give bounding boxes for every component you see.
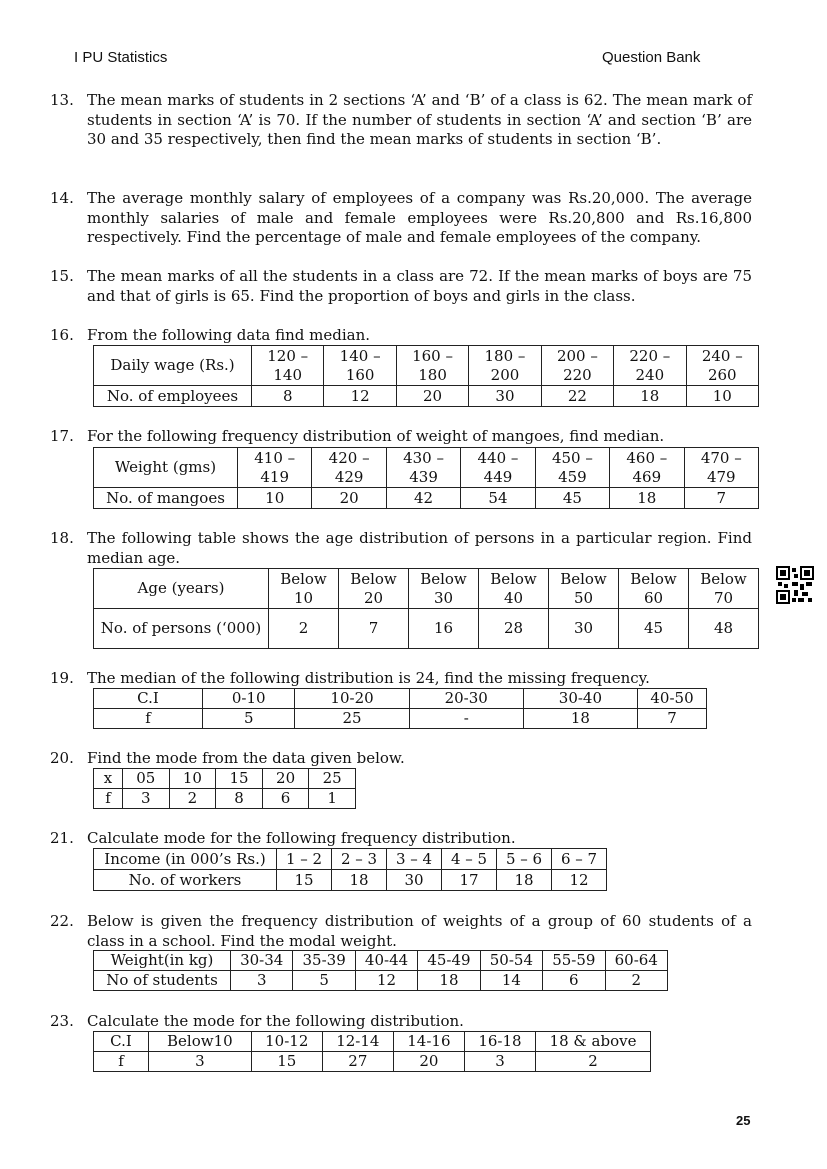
question-text: Find the mode from the data given below. <box>87 749 405 767</box>
table-cell: 140 – 160 <box>324 346 396 386</box>
table-cell: No. of workers <box>94 870 277 891</box>
table-cell: 20 <box>312 488 386 509</box>
question-number: 14. <box>50 189 74 207</box>
question-13 <box>50 91 752 150</box>
table-cell: x <box>94 769 123 789</box>
table-x-f <box>93 768 356 809</box>
table-cell: No. of mangoes <box>94 488 238 509</box>
table-cell: 30 <box>387 870 442 891</box>
question-text: The following table shows the age distribution of persons in a particular region. Find median age. <box>87 529 752 567</box>
question-text: The median of the following distribution is 24, find the missing frequency. <box>87 669 650 687</box>
table-cell: 18 <box>497 870 552 891</box>
question-15 <box>50 267 752 306</box>
table-cell: 6 <box>262 789 309 809</box>
table-ci-mode <box>93 1031 651 1072</box>
table-cell: 25 <box>309 769 356 789</box>
question-text: The mean marks of students in 2 sections ‘A’ and ‘B’ of a class is 62. The mean mark of students in section ‘A’ is 70. If the number of students in section ‘A’ and section ‘B’ are 30 and 35 respectively, then find the mean marks of students in section ‘B’. <box>87 91 752 149</box>
question-text: The average monthly salary of employees of a company was Rs.20,000. The average monthly salaries of male and female employees were Rs.20,800 and Rs.16,800 respectively. Find the percentage of male and female employees of the company. <box>87 189 752 247</box>
table-cell: 17 <box>442 870 497 891</box>
question-text: Calculate mode for the following frequency distribution. <box>87 829 516 847</box>
table-cell: 410 – 419 <box>238 448 312 488</box>
table-cell: 2 <box>269 609 339 649</box>
table-cell: 440 – 449 <box>461 448 535 488</box>
table-cell: No of students <box>94 971 231 991</box>
table-cell: 2 <box>536 1052 651 1072</box>
table-cell: 3 <box>464 1052 535 1072</box>
table-cell: 7 <box>684 488 758 509</box>
table-cell: 20 <box>396 386 468 407</box>
table-cell: 7 <box>339 609 409 649</box>
table-cell: - <box>409 709 523 729</box>
table-income-workers <box>93 848 607 891</box>
table-cell: 30-40 <box>523 689 637 709</box>
table-cell: 54 <box>461 488 535 509</box>
table-weight-mangoes <box>93 447 759 509</box>
table-cell: 2 <box>605 971 667 991</box>
table-age-distribution <box>93 568 759 649</box>
table-cell: Weight (gms) <box>94 448 238 488</box>
table-cell: 30-34 <box>231 951 293 971</box>
table-cell: 10 <box>169 769 216 789</box>
table-cell: 0-10 <box>203 689 295 709</box>
question-22 <box>50 912 752 951</box>
table-cell: 28 <box>479 609 549 649</box>
table-cell: 240 – 260 <box>686 346 758 386</box>
table-cell: 12 <box>552 870 607 891</box>
table-cell: 50-54 <box>480 951 542 971</box>
table-cell: Below 50 <box>549 569 619 609</box>
question-number: 16. <box>50 326 74 344</box>
table-cell: C.I <box>94 689 203 709</box>
table-cell: 14-16 <box>393 1032 464 1052</box>
table-cell: 10 <box>238 488 312 509</box>
question-16 <box>50 326 752 346</box>
table-cell: 200 – 220 <box>541 346 613 386</box>
question-text: Below is given the frequency distribution of weights of a group of 60 students of a class in a school. Find the modal weight. <box>87 912 752 950</box>
table-cell: 470 – 479 <box>684 448 758 488</box>
table-cell: 10-12 <box>251 1032 322 1052</box>
table-cell: 05 <box>123 769 170 789</box>
table-cell: 8 <box>216 789 263 809</box>
table-cell: 5 <box>293 971 355 991</box>
table-cell: 8 <box>252 386 324 407</box>
question-text: From the following data find median. <box>87 326 371 344</box>
table-cell: 450 – 459 <box>535 448 609 488</box>
header-subject: I PU Statistics <box>74 49 168 66</box>
table-cell: 48 <box>689 609 759 649</box>
table-cell: 22 <box>541 386 613 407</box>
question-17 <box>50 427 752 447</box>
table-cell: Below 30 <box>409 569 479 609</box>
table-cell: 35-39 <box>293 951 355 971</box>
table-cell: 1 <box>309 789 356 809</box>
question-number: 18. <box>50 529 74 547</box>
question-14 <box>50 189 752 248</box>
table-cell: Below 70 <box>689 569 759 609</box>
question-number: 19. <box>50 669 74 687</box>
table-cell: 15 <box>216 769 263 789</box>
question-number: 20. <box>50 749 74 767</box>
table-cell: 5 <box>203 709 295 729</box>
table-cell: 20-30 <box>409 689 523 709</box>
table-cell: 18 <box>418 971 480 991</box>
table-cell: 220 – 240 <box>614 346 686 386</box>
table-cell: 180 – 200 <box>469 346 541 386</box>
table-cell: 40-50 <box>638 689 707 709</box>
table-cell: 55-59 <box>543 951 605 971</box>
table-cell: C.I <box>94 1032 149 1052</box>
question-number: 15. <box>50 267 74 285</box>
table-cell: 420 – 429 <box>312 448 386 488</box>
table-cell: 16 <box>409 609 479 649</box>
table-cell: 25 <box>295 709 409 729</box>
table-cell: f <box>94 1052 149 1072</box>
table-cell: f <box>94 709 203 729</box>
table-cell: 18 <box>614 386 686 407</box>
table-cell: Age (years) <box>94 569 269 609</box>
table-cell: 18 <box>332 870 387 891</box>
table-cell: 2 – 3 <box>332 849 387 870</box>
table-cell: 7 <box>638 709 707 729</box>
table-cell: Below 20 <box>339 569 409 609</box>
table-cell: Below10 <box>149 1032 252 1052</box>
table-cell: Daily wage (Rs.) <box>94 346 252 386</box>
table-cell: 18 & above <box>536 1032 651 1052</box>
table-cell: 30 <box>469 386 541 407</box>
table-cell: 3 <box>123 789 170 809</box>
table-cell: 460 – 469 <box>610 448 684 488</box>
table-cell: 430 – 439 <box>386 448 460 488</box>
table-weight-students <box>93 950 668 991</box>
table-cell: 5 – 6 <box>497 849 552 870</box>
table-cell: 16-18 <box>464 1032 535 1052</box>
table-cell: 18 <box>523 709 637 729</box>
table-cell: 45-49 <box>418 951 480 971</box>
table-cell: Income (in 000’s Rs.) <box>94 849 277 870</box>
table-cell: 15 <box>251 1052 322 1072</box>
table-cell: 45 <box>619 609 689 649</box>
qr-code-icon <box>776 566 814 604</box>
table-cell: 2 <box>169 789 216 809</box>
question-number: 21. <box>50 829 74 847</box>
table-cell: 6 – 7 <box>552 849 607 870</box>
question-text: Calculate the mode for the following distribution. <box>87 1012 464 1030</box>
table-cell: No. of persons (‘000) <box>94 609 269 649</box>
table-cell: 20 <box>262 769 309 789</box>
table-cell: Weight(in kg) <box>94 951 231 971</box>
table-cell: No. of employees <box>94 386 252 407</box>
table-cell: 60-64 <box>605 951 667 971</box>
table-cell: 6 <box>543 971 605 991</box>
question-20 <box>50 749 752 769</box>
table-daily-wage <box>93 345 759 407</box>
question-number: 17. <box>50 427 74 445</box>
question-21 <box>50 829 752 849</box>
table-cell: f <box>94 789 123 809</box>
question-23 <box>50 1012 752 1032</box>
question-18 <box>50 529 752 568</box>
table-cell: 1 – 2 <box>277 849 332 870</box>
question-number: 13. <box>50 91 74 109</box>
table-cell: 10-20 <box>295 689 409 709</box>
table-cell: 45 <box>535 488 609 509</box>
question-text: The mean marks of all the students in a class are 72. If the mean marks of boys are 75 and that of girls is 65. Find the proportion of boys and girls in the class. <box>87 267 752 305</box>
table-cell: 27 <box>322 1052 393 1072</box>
table-cell: 20 <box>393 1052 464 1072</box>
table-cell: 3 <box>149 1052 252 1072</box>
table-cell: 12 <box>355 971 417 991</box>
question-19 <box>50 669 752 689</box>
table-cell: 160 – 180 <box>396 346 468 386</box>
table-cell: Below 10 <box>269 569 339 609</box>
table-cell: 15 <box>277 870 332 891</box>
table-cell: Below 40 <box>479 569 549 609</box>
table-cell: 40-44 <box>355 951 417 971</box>
table-cell: 14 <box>480 971 542 991</box>
table-cell: 3 <box>231 971 293 991</box>
question-number: 23. <box>50 1012 74 1030</box>
table-cell: 4 – 5 <box>442 849 497 870</box>
table-cell: 12 <box>324 386 396 407</box>
table-cell: 18 <box>610 488 684 509</box>
table-ci-frequency <box>93 688 707 729</box>
table-cell: 30 <box>549 609 619 649</box>
table-cell: 10 <box>686 386 758 407</box>
header-title: Question Bank <box>602 49 701 66</box>
table-cell: 12-14 <box>322 1032 393 1052</box>
table-cell: 120 – 140 <box>252 346 324 386</box>
table-cell: Below 60 <box>619 569 689 609</box>
table-cell: 3 – 4 <box>387 849 442 870</box>
question-text: For the following frequency distribution of weight of mangoes, find median. <box>87 427 665 445</box>
question-number: 22. <box>50 912 74 930</box>
page-number: 25 <box>736 1113 751 1128</box>
table-cell: 42 <box>386 488 460 509</box>
